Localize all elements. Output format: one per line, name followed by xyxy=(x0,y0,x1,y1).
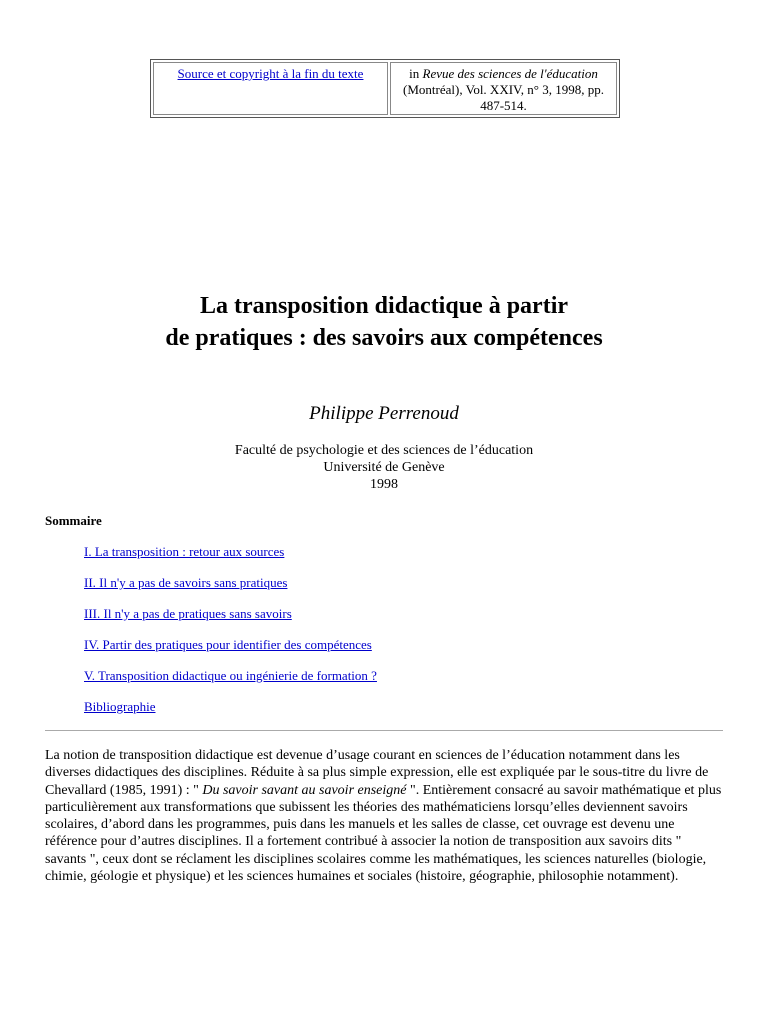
page-title xyxy=(0,290,768,354)
toc-link-2[interactable]: II. Il n'y a pas de savoirs sans pratiques xyxy=(84,575,288,590)
toc-item xyxy=(84,668,377,699)
citation-details: (Montréal), Vol. XXIV, n° 3, 1998, pp. 487-514. xyxy=(403,82,604,113)
title-line-2: de pratiques : des savoirs aux compétences xyxy=(165,325,603,351)
book-subtitle-quote: Du savoir savant au savoir enseigné xyxy=(202,782,407,798)
toc-item xyxy=(84,637,377,668)
source-cell xyxy=(153,62,388,115)
table-of-contents xyxy=(84,544,377,730)
toc-link-3[interactable]: III. Il n'y a pas de pratiques sans savoirs xyxy=(84,606,292,621)
horizontal-divider xyxy=(45,730,723,731)
toc-link-4[interactable]: IV. Partir des pratiques pour identifier des compétences xyxy=(84,637,372,652)
toc-link-5[interactable]: V. Transposition didactique ou ingénierie de formation ? xyxy=(84,668,377,683)
toc-item xyxy=(84,544,377,575)
body-text-part-1: La notion de transposition didactique est devenue d’usage courant en sciences de l’éducation notamment dans les diverses didactiques des disciplines. Réduite à sa plus simple expression, elle est expliquée par le sous-titre du livre de Chevallard (1985, 1991) : " xyxy=(45,748,709,798)
source-copyright-link[interactable]: Source et copyright à la fin du texte xyxy=(177,66,364,81)
toc-item xyxy=(84,699,377,730)
citation-cell xyxy=(390,62,617,115)
title-line-1: La transposition didactique à partir xyxy=(199,293,569,319)
author-name: Philippe Perrenoud xyxy=(309,403,459,424)
toc-link-1[interactable]: I. La transposition : retour aux sources xyxy=(84,544,285,559)
body-text-part-2: ". Entièrement consacré au savoir mathématique et plus particulièrement aux transformations que subissent les théories des mathématiciens lorsqu’elles deviennent savoirs scolaires, d’abord dans les programmes, puis dans les manuels et les salles de classe, cet ouvrage est devenu une référence pour d’autres disciplines. Il a fortement contribué à associer la notion de transposition aux savoirs dits " savants ", ceux dont se réclament les disciplines scolaires comme les mathématiques, les sciences naturelles (biologie, chimie, géologie et physique) et les sciences humaines et sociales (histoire, géographie, philosophie notamment). xyxy=(45,782,722,885)
toc-link-bibliography[interactable]: Bibliographie xyxy=(84,699,156,714)
faculty: Faculté de psychologie et des sciences de l’éducation xyxy=(234,443,534,458)
toc-heading: Sommaire xyxy=(45,513,102,528)
toc-item xyxy=(84,575,377,606)
reference-table xyxy=(150,59,620,118)
journal-title: Revue des sciences de l'éducation xyxy=(422,66,598,81)
citation-prefix: in xyxy=(409,66,423,81)
affiliation xyxy=(0,442,768,493)
body-paragraph xyxy=(45,747,725,885)
university: Université de Genève xyxy=(323,460,445,475)
toc-item xyxy=(84,606,377,637)
year: 1998 xyxy=(370,477,398,492)
